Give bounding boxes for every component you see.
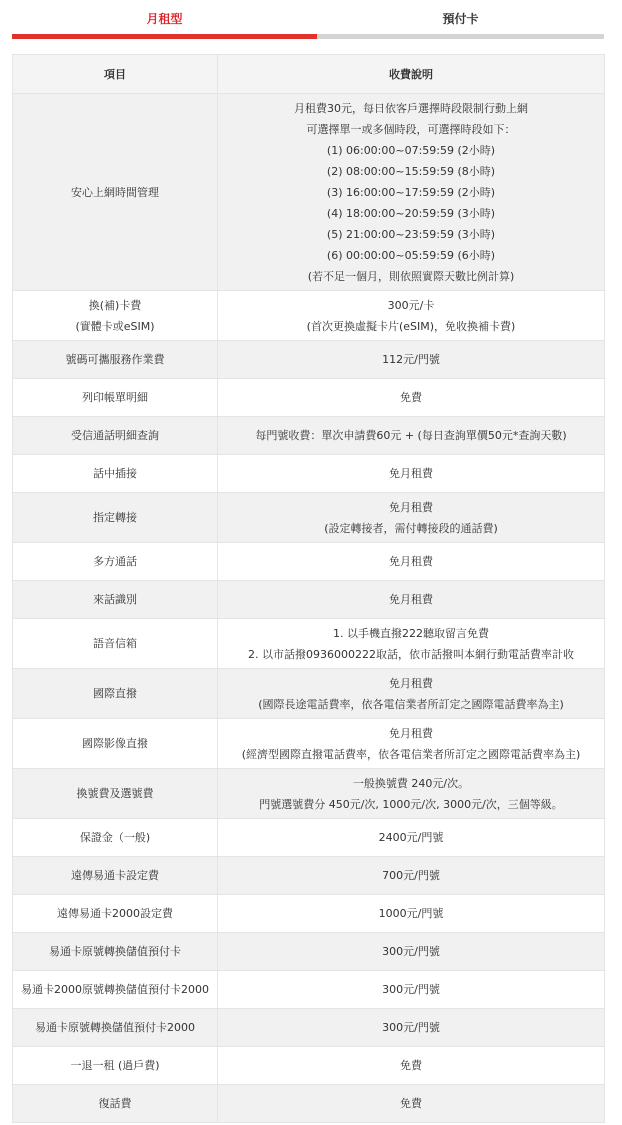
- description-text: 可選擇單一或多個時段，可選擇時段如下：: [306, 122, 516, 136]
- table-row: [13, 581, 605, 619]
- tab-monthly[interactable]: 月租型: [146, 11, 183, 26]
- description-text: 免月租費: [389, 593, 433, 606]
- item-text: 話中插接: [93, 467, 137, 480]
- item-cell: [13, 291, 218, 341]
- table-row: [13, 933, 605, 971]
- description-text: 免月租費: [389, 467, 433, 480]
- description-text: 免月租費: [389, 500, 433, 514]
- item-cell: [13, 719, 218, 769]
- item-text: 受信通話明細查詢: [71, 429, 159, 442]
- description-cell: [218, 581, 605, 619]
- description-text: 1. 以手機直撥222聽取留言免費: [333, 626, 489, 640]
- description-text: (1) 06:00:00~07:59:59 (2小時): [326, 143, 496, 157]
- item-cell: [13, 455, 218, 493]
- description-text: (4) 18:00:00~20:59:59 (3小時): [326, 206, 496, 220]
- item-text: 指定轉接: [93, 511, 137, 524]
- table-row: [13, 719, 605, 769]
- table-row: [13, 455, 605, 493]
- description-text: 300元/門號: [382, 1021, 440, 1034]
- item-text: 語音信箱: [93, 637, 137, 650]
- description-cell: [218, 719, 605, 769]
- item-text: 易通卡原號轉換儲值預付卡2000: [35, 1021, 195, 1034]
- inactive-tab-indicator: [317, 34, 604, 39]
- table-row: [13, 819, 605, 857]
- description-cell: [218, 1009, 605, 1047]
- item-cell: [13, 857, 218, 895]
- item-cell: [13, 1047, 218, 1085]
- description-text: 免費: [400, 1097, 422, 1110]
- item-text: 遠傳易通卡2000設定費: [57, 907, 173, 920]
- description-cell: [218, 669, 605, 719]
- description-cell: [218, 455, 605, 493]
- description-text: 700元/門號: [382, 869, 440, 882]
- item-text: 安心上網時間管理: [71, 185, 159, 199]
- item-cell: [13, 933, 218, 971]
- item-cell: [13, 94, 218, 291]
- table-row: [13, 619, 605, 669]
- item-cell: [13, 769, 218, 819]
- table-row: [13, 1047, 605, 1085]
- description-cell: [218, 769, 605, 819]
- description-text: 300元/卡: [387, 298, 435, 312]
- description-cell: [218, 819, 605, 857]
- description-cell: [218, 971, 605, 1009]
- fee-table: [12, 54, 605, 1123]
- table-row: [13, 971, 605, 1009]
- description-text: (經濟型國際直撥電話費率，依各電信業者所訂定之國際電話費率為主): [241, 747, 581, 761]
- table-row: [13, 291, 605, 341]
- description-text: (6) 00:00:00~05:59:59 (6小時): [326, 248, 496, 262]
- description-text: 月租費30元，每日依客戶選擇時段限制行動上網: [294, 101, 528, 115]
- description-text: (若不足一個月，則依照實際天數比例計算): [307, 269, 515, 283]
- item-cell: [13, 581, 218, 619]
- table-row: [13, 1085, 605, 1123]
- item-text: 易通卡2000原號轉換儲值預付卡2000: [21, 983, 209, 996]
- table-row: [13, 94, 605, 291]
- description-text: 門號選號費分 450元/次, 1000元/次, 3000元/次，三個等級。: [259, 797, 563, 811]
- description-text: (首次更換虛擬卡片(eSIM)，免收換補卡費): [306, 319, 516, 333]
- tab-prepaid[interactable]: 預付卡: [442, 11, 479, 26]
- item-text: 保證金（一般): [79, 831, 151, 844]
- description-cell: [218, 493, 605, 543]
- item-cell: [13, 619, 218, 669]
- item-cell: [13, 669, 218, 719]
- table-header-row: [13, 55, 605, 94]
- description-text: (2) 08:00:00~15:59:59 (8小時): [326, 164, 496, 178]
- table-row: [13, 379, 605, 417]
- description-cell: [218, 543, 605, 581]
- item-text: 多方通話: [93, 555, 137, 568]
- description-cell: [218, 857, 605, 895]
- active-tab-indicator: [12, 34, 317, 39]
- table-row: [13, 493, 605, 543]
- table-row: [13, 669, 605, 719]
- description-cell: [218, 379, 605, 417]
- header-item: 項目: [13, 55, 218, 94]
- item-text: 換(補)卡費: [88, 298, 142, 312]
- description-text: (國際長途電話費率，依各電信業者所訂定之國際電話費率為主): [258, 697, 564, 711]
- plan-tabs: [12, 0, 604, 40]
- description-text: 免月租費: [389, 676, 433, 690]
- description-text: 一般換號費 240元/次。: [352, 776, 470, 790]
- description-cell: [218, 895, 605, 933]
- item-text: 換號費及選號費: [76, 787, 154, 800]
- description-text: 300元/門號: [382, 983, 440, 996]
- item-cell: [13, 1009, 218, 1047]
- item-cell: [13, 819, 218, 857]
- item-cell: [13, 379, 218, 417]
- table-row: [13, 543, 605, 581]
- description-cell: [218, 1047, 605, 1085]
- description-text: 112元/門號: [382, 353, 440, 366]
- item-text: 列印帳單明細: [82, 391, 148, 404]
- description-text: 2. 以市話撥0936000222取話，依市話撥叫本網行動電話費率計收: [248, 647, 574, 661]
- item-cell: [13, 895, 218, 933]
- item-cell: [13, 543, 218, 581]
- description-text: 每門號收費：單次申請費60元 + (每日查詢單價50元*查詢天數): [255, 429, 567, 442]
- item-text: 來話識別: [93, 593, 137, 606]
- table-row: [13, 857, 605, 895]
- description-cell: [218, 1085, 605, 1123]
- item-cell: [13, 341, 218, 379]
- description-text: 2400元/門號: [378, 831, 444, 844]
- description-cell: [218, 291, 605, 341]
- table-row: [13, 895, 605, 933]
- description-text: 1000元/門號: [378, 907, 444, 920]
- header-description: 收費說明: [218, 55, 605, 94]
- description-text: 300元/門號: [382, 945, 440, 958]
- item-cell: [13, 971, 218, 1009]
- description-text: 免費: [400, 1059, 422, 1072]
- item-cell: [13, 417, 218, 455]
- description-text: 免月租費: [389, 726, 433, 740]
- description-text: (5) 21:00:00~23:59:59 (3小時): [326, 227, 496, 241]
- description-cell: [218, 341, 605, 379]
- table-row: [13, 417, 605, 455]
- item-text: 復話費: [98, 1097, 132, 1110]
- description-cell: [218, 417, 605, 455]
- description-cell: [218, 94, 605, 291]
- description-text: (設定轉接者，需付轉接段的通話費): [324, 521, 498, 535]
- table-row: [13, 769, 605, 819]
- table-row: [13, 341, 605, 379]
- item-text: 國際影像直撥: [82, 737, 148, 750]
- description-cell: [218, 619, 605, 669]
- item-cell: [13, 1085, 218, 1123]
- item-text: (實體卡或eSIM): [75, 319, 155, 333]
- item-text: 國際直撥: [93, 687, 137, 700]
- item-text: 遠傳易通卡設定費: [71, 869, 159, 882]
- item-text: 號碼可攜服務作業費: [65, 353, 165, 366]
- description-cell: [218, 933, 605, 971]
- table-row: [13, 1009, 605, 1047]
- item-text: 易通卡原號轉換儲值預付卡: [49, 945, 181, 958]
- description-text: 免月租費: [389, 555, 433, 568]
- item-cell: [13, 493, 218, 543]
- item-text: 一退一租 (過戶費): [70, 1059, 160, 1072]
- description-text: (3) 16:00:00~17:59:59 (2小時): [326, 185, 496, 199]
- description-text: 免費: [400, 391, 422, 404]
